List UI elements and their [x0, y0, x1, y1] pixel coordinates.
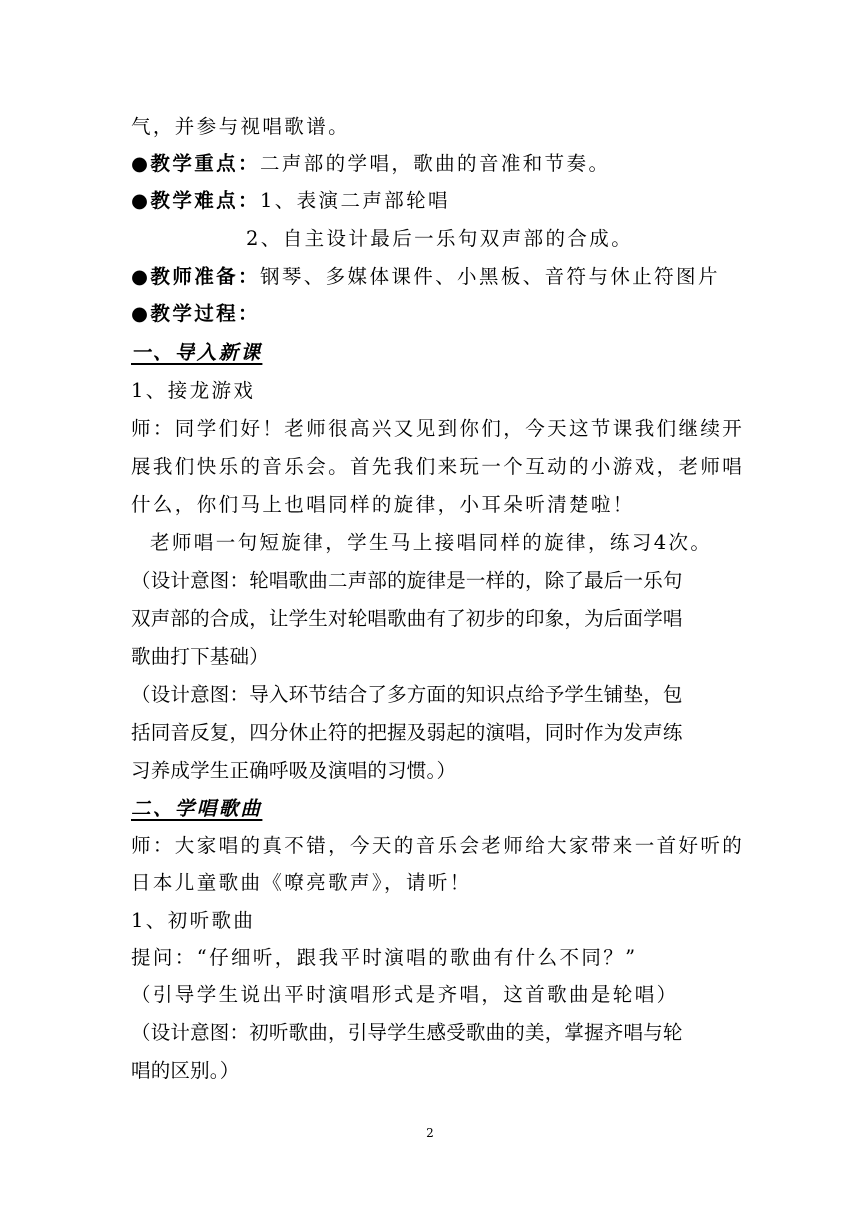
paragraph-line: 什么，你们马上也唱同样的旋律，小耳朵听清楚啦！ [131, 493, 635, 516]
paragraph-line: 日本儿童歌曲《嘹亮歌声》，请听！ [131, 871, 472, 894]
page-number: 2 [426, 1126, 434, 1140]
teaching-focus-label: 教学重点： [150, 152, 260, 175]
design-intent-line: （设计意图：初听歌曲，引导学生感受歌曲的美，掌握齐唱与轮 [131, 1021, 683, 1044]
teaching-difficulty-item-2: 2、自主设计最后一乐句双声部的合成。 [246, 227, 634, 250]
teacher-preparation-text: 钢琴、多媒体课件、小黑板、音符与休止符图片 [259, 265, 720, 288]
teaching-focus-line [131, 151, 741, 177]
teaching-difficulty-label: 教学难点： [150, 189, 260, 212]
subheading-line: 1、接龙游戏 [131, 379, 256, 402]
paragraph-line: 老师唱一句短旋律，学生马上接唱同样的旋律，练习4次。 [150, 531, 713, 554]
subheading-line: 1、初听歌曲 [131, 909, 256, 932]
paragraph-line: 展我们快乐的音乐会。首先我们来玩一个互动的小游戏，老师唱 [131, 455, 745, 478]
design-intent-line: 双声部的合成，让学生对轮唱歌曲有了初步的印象，为后面学唱 [131, 607, 683, 630]
section-heading-learn-song [131, 796, 741, 822]
bullet-icon: ● [131, 189, 151, 212]
teaching-difficulty-line [131, 188, 741, 214]
teacher-preparation-line [131, 264, 741, 290]
teaching-focus-text: 二声部的学唱，歌曲的音准和节奏。 [259, 152, 611, 175]
design-intent-line: 习养成学生正确呼吸及演唱的习惯。） [131, 759, 457, 782]
section-heading-intro [131, 340, 741, 366]
design-intent-line: 括同音反复，四分休止符的把握及弱起的演唱，同时作为发声练 [131, 721, 683, 744]
bullet-icon: ● [131, 302, 151, 325]
paragraph-line: 提问：“仔细听，跟我平时演唱的歌曲有什么不同？” [131, 946, 638, 969]
paragraph-line: （引导学生说出平时演唱形式是齐唱，这首歌曲是轮唱） [131, 983, 679, 1006]
design-intent-line: 歌曲打下基础） [131, 645, 269, 668]
paragraph-line: 师：大家唱的真不错，今天的音乐会老师给大家带来一首好听的 [131, 834, 745, 857]
design-intent-line: （设计意图：轮唱歌曲二声部的旋律是一样的，除了最后一乐句 [131, 569, 683, 592]
section-heading-text: 一、导入新课 [131, 341, 263, 364]
teaching-process-label: 教学过程： [150, 302, 260, 325]
bullet-icon: ● [131, 152, 151, 175]
design-intent-line: （设计意图：导入环节结合了多方面的知识点给予学生铺垫，包 [131, 683, 683, 706]
teaching-difficulty-text: 1、表演二声部轮唱 [259, 189, 450, 212]
paragraph-line: 气，并参与视唱歌谱。 [131, 115, 351, 138]
section-heading-text: 二、学唱歌曲 [131, 797, 263, 820]
teaching-process-line [131, 301, 741, 327]
paragraph-line: 师：同学们好！老师很高兴又见到你们，今天这节课我们继续开 [131, 417, 745, 440]
bullet-icon: ● [131, 265, 151, 288]
design-intent-line: 唱的区别。） [131, 1059, 240, 1082]
teacher-preparation-label: 教师准备： [150, 265, 260, 288]
